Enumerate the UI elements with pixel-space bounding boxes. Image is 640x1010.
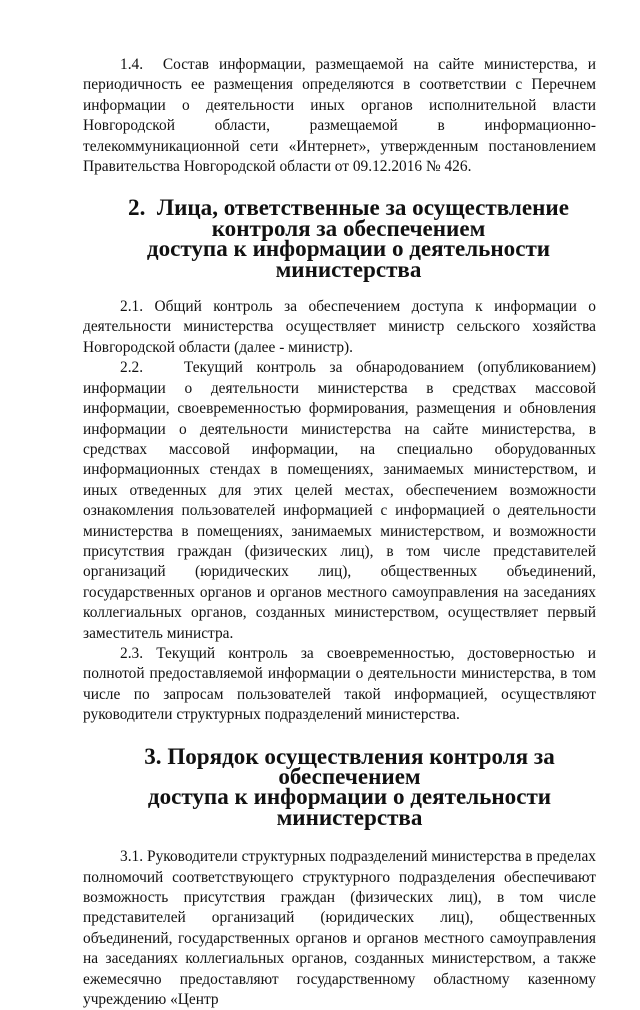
section-2-heading: [83, 194, 596, 282]
paragraph-2-2: 2.2. Текущий контроль за обнародованием (опубликованием) информации о деятельности министерства в средствах массовой информации, своевременностью формирования, размещения и обновления информации о деятельности министерства на сайте министерства, в средствах массовой информации, на специально оборудованных информационных стендах в помещениях, занимаемых министерством, и иных отведенных для этих целей местах, обеспечением возможности ознакомления пользователей информацией с информацией о деятельности министерства в помещениях, занимаемых министерством, и возможности присутствия граждан (физических лиц), в том числе представителей организаций (юридических лиц), общественных объединений, государственных органов и органов местного самоуправления на заседаниях коллегиальных органов, созданных министерством, осуществляет первый заместитель министра.: [83, 359, 596, 642]
section-2-heading-line-1: 2. Лица, ответственные за осуществление контроля за обеспечением: [128, 194, 569, 241]
paragraph-3-1: 3.1. Руководители структурных подразделений министерства в пределах полномочий соответствующего структурного подразделения обеспечивают возможность присутствия граждан (физических лиц), в том числе представителей организаций (юридических лиц), общественных объединений, государственных органов и органов местного самоуправления на заседаниях коллегиальных органов, созданных министерством, а также ежемесячно предоставляют государственному областному казенному учреждению «Центр: [83, 848, 596, 1009]
section-3-heading-line-2: доступа к информации о деятельности министерства: [147, 783, 552, 830]
section-3-heading-line-1: 3. Порядок осуществления контроля за обеспечением: [144, 742, 555, 789]
section-3-heading: [83, 742, 596, 830]
section-2-heading-line-2: доступа к информации о деятельности министерства: [146, 235, 551, 282]
paragraph-2-1: 2.1. Общий контроль за обеспечением доступа к информации о деятельности министерства осуществляет министр сельского хозяйства Новгородской области (далее - министр).: [83, 298, 596, 356]
paragraph-2-3: 2.3. Текущий контроль за своевременностью, достоверностью и полнотой предоставляемой информации о деятельности министерства, в том числе по запросам пользователей такой информацией, осуществляют руководители структурных подразделений министерства.: [83, 644, 596, 724]
paragraph-1-4: 1.4. Состав информации, размещаемой на сайте министерства, и периодичность ее размещения определяются в соответствии с Перечнем информации о деятельности иных органов исполнительной власти Новгородской области, размещаемой в информационно-телекоммуникационной сети «Интернет», утвержденным постановлением Правительства Новгородской области от 09.12.2016 № 426.: [83, 56, 596, 176]
